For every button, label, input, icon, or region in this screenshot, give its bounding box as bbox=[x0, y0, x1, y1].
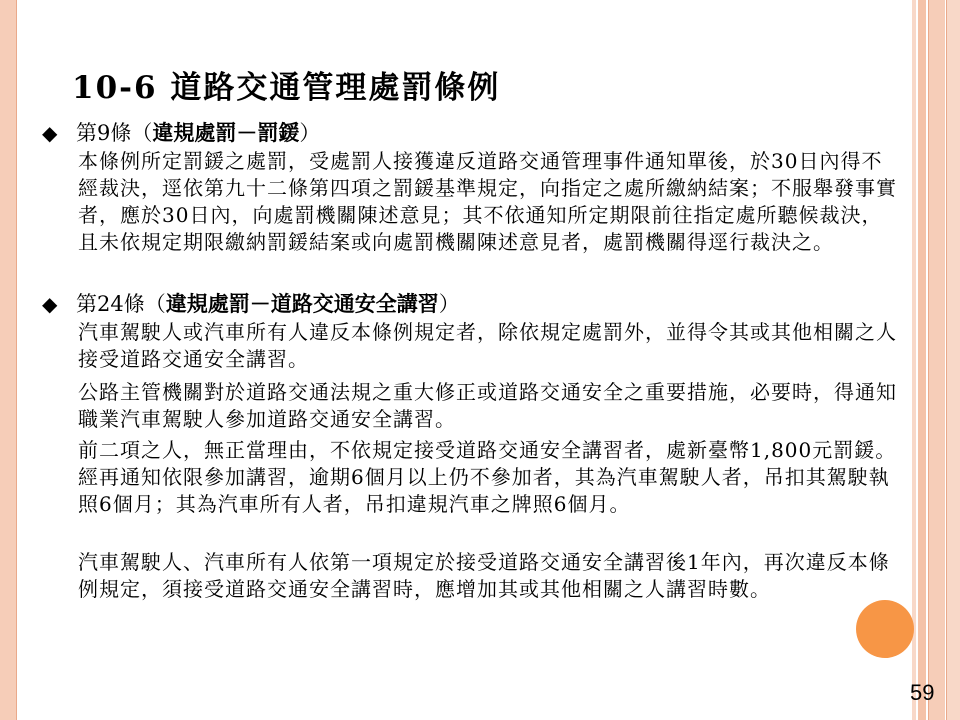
right-stripe-decoration bbox=[918, 0, 926, 720]
article-label: 第24條（ bbox=[76, 292, 166, 316]
right-stripe-decoration bbox=[946, 0, 960, 720]
article-subject: 違規處罰－罰鍰 bbox=[152, 120, 300, 145]
article-24-paragraph-2: 公路主管機關對於道路交通法規之重大修正或道路交通安全之重要措施，必要時，得通知職業汽車駕駛人參加道路交通安全講習。 bbox=[78, 380, 897, 431]
right-stripe-decoration bbox=[928, 0, 945, 720]
diamond-bullet-icon: ◆ bbox=[42, 292, 58, 316]
article-close: ） bbox=[438, 292, 460, 316]
article-label: 第9條（ bbox=[76, 121, 153, 145]
right-stripe-decoration bbox=[912, 0, 916, 720]
article-24-paragraph-1: 汽車駕駛人或汽車所有人違反本條例規定者，除依規定處罰外，並得令其或其他相關之人接受道路交通安全講習。 bbox=[78, 320, 897, 371]
article-24-paragraph-4: 汽車駕駛人、汽車所有人依第一項規定於接受道路交通安全講習後1年內，再次違反本條例規定，須接受道路交通安全講習時，應增加其或其他相關之人講習時數。 bbox=[78, 550, 890, 601]
page-number: 59 bbox=[910, 680, 935, 705]
article-9-paragraph: 本條例所定罰鍰之處罰，受處罰人接獲違反道路交通管理事件通知單後，於30日內得不經裁決，逕依第九十二條第四項之罰鍰基準規定，向指定之處所繳納結案；不服舉發事實者，應於30日內，向處罰機關陳述意見；其不依通知所定期限前往指定處所聽候裁決，且未依規定期限繳納罰鍰結案或向處罰機關陳述意見者，處罰機關得逕行裁決之。 bbox=[78, 149, 897, 254]
article-subject: 違規處罰－道路交通安全講習 bbox=[165, 291, 439, 316]
orange-circle-decoration bbox=[856, 600, 914, 658]
diamond-bullet-icon: ◆ bbox=[42, 121, 58, 145]
article-close: ） bbox=[299, 121, 321, 145]
article-24-heading bbox=[42, 288, 460, 318]
left-border-decoration bbox=[0, 0, 17, 720]
article-9-heading bbox=[42, 117, 320, 147]
slide-title: 10-6 道路交通管理處罰條例 bbox=[72, 70, 501, 106]
article-24-paragraph-3: 前二項之人，無正當理由，不依規定接受道路交通安全講習者，處新臺幣1,800元罰鍰。經再通知依限參加講習，逾期6個月以上仍不參加者，其為汽車駕駛人者，吊扣其駕駛執照6個月；其為汽車所有人者，吊扣違規汽車之牌照6個月。 bbox=[78, 438, 897, 516]
